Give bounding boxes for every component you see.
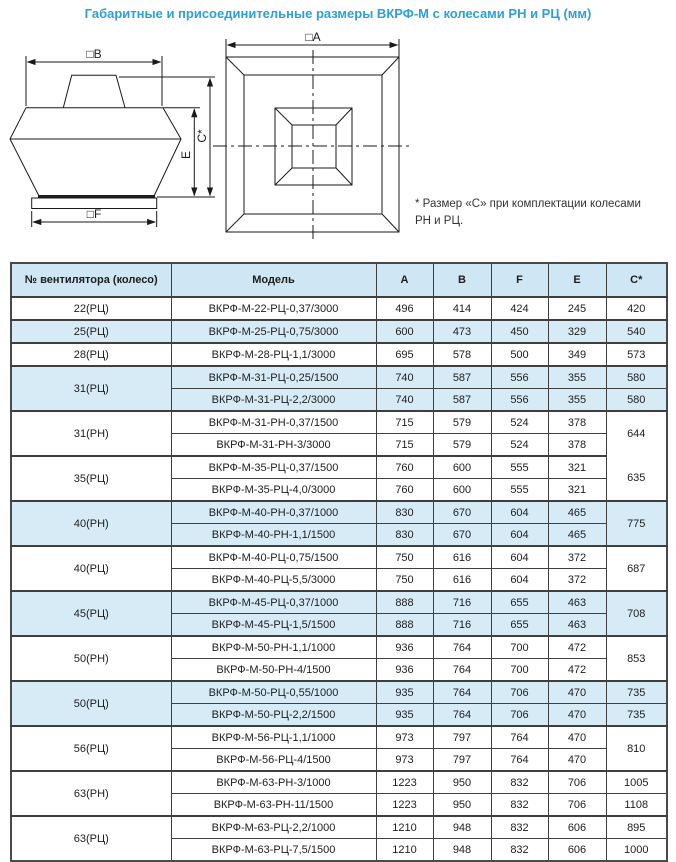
column-header-5: Е	[548, 263, 606, 297]
cell-e: 355	[548, 366, 606, 389]
table-row	[11, 366, 667, 389]
cell-wheel: 40(РЦ)	[11, 546, 171, 591]
body-right-edge	[154, 108, 181, 196]
cell-e: 606	[548, 839, 606, 862]
cell-wheel: 28(РЦ)	[11, 343, 171, 366]
cell-b: 764	[433, 659, 491, 682]
cell-model: ВКРФ-М-50-РЦ-2,2/1500	[171, 704, 376, 727]
cell-b: 600	[433, 479, 491, 502]
cell-a: 740	[376, 366, 433, 389]
cell-b: 587	[433, 389, 491, 412]
cell-e: 378	[548, 434, 606, 457]
cell-f: 500	[491, 343, 548, 366]
cell-a: 496	[376, 297, 433, 320]
middle-bevel-bl	[275, 168, 292, 185]
cell-a: 760	[376, 456, 433, 479]
cell-e: 245	[548, 297, 606, 320]
dim-label-f: □F	[86, 207, 102, 221]
column-header-3: В	[433, 263, 491, 297]
cell-f: 706	[491, 681, 548, 704]
cell-f: 832	[491, 839, 548, 862]
cell-c: 1108	[606, 794, 667, 817]
cell-c: 1005	[606, 771, 667, 794]
cell-e: 470	[548, 726, 606, 749]
cell-f: 832	[491, 771, 548, 794]
cell-model: ВКРФ-М-35-РЦ-4,0/3000	[171, 479, 376, 502]
cell-model: ВКРФ-М-45-РЦ-0,37/1000	[171, 591, 376, 614]
cell-f: 524	[491, 434, 548, 457]
cell-c: 420	[606, 297, 667, 320]
cell-c: 635	[606, 456, 667, 501]
table-row	[11, 771, 667, 794]
table-row	[11, 456, 667, 479]
cell-model: ВКРФ-М-28-РЦ-1,1/3000	[171, 343, 376, 366]
cell-e: 470	[548, 704, 606, 727]
cell-model: ВКРФ-М-25-РЦ-0,75/3000	[171, 320, 376, 343]
dim-label-b: □B	[86, 47, 102, 61]
cell-c: 687	[606, 546, 667, 591]
cell-b: 948	[433, 816, 491, 839]
dim-label-c: C*	[195, 129, 209, 143]
cell-model: ВКРФ-М-40-РЦ-5,5/3000	[171, 569, 376, 592]
cell-model: ВКРФ-М-56-РЦ-1,1/1000	[171, 726, 376, 749]
cell-model: ВКРФ-М-63-РЦ-2,2/1000	[171, 816, 376, 839]
cell-a: 760	[376, 479, 433, 502]
cell-b: 600	[433, 456, 491, 479]
outer-bevel-br	[382, 214, 399, 232]
cell-f: 604	[491, 569, 548, 592]
cell-c: 735	[606, 681, 667, 704]
cell-b: 587	[433, 366, 491, 389]
motor-cap	[63, 75, 125, 107]
cell-f: 700	[491, 636, 548, 659]
table-row	[11, 320, 667, 343]
middle-bevel-tl	[275, 108, 292, 125]
cell-c: 644	[606, 411, 667, 456]
cell-a: 935	[376, 704, 433, 727]
table-row	[11, 816, 667, 839]
cell-a: 740	[376, 389, 433, 412]
cell-c: 573	[606, 343, 667, 366]
cell-f: 832	[491, 794, 548, 817]
cell-e: 463	[548, 591, 606, 614]
cell-wheel: 50(РЦ)	[11, 681, 171, 726]
table-header	[11, 263, 667, 297]
table-row	[11, 681, 667, 704]
cell-a: 973	[376, 749, 433, 772]
cell-e: 372	[548, 546, 606, 569]
cell-a: 750	[376, 569, 433, 592]
cell-b: 764	[433, 681, 491, 704]
cell-a: 888	[376, 591, 433, 614]
body-left-edge	[10, 108, 39, 196]
cell-c: 810	[606, 726, 667, 771]
cell-a: 973	[376, 726, 433, 749]
cell-e: 706	[548, 771, 606, 794]
cell-b: 579	[433, 434, 491, 457]
cell-f: 655	[491, 591, 548, 614]
cell-a: 936	[376, 659, 433, 682]
table-row	[11, 546, 667, 569]
outer-bevel-tr	[382, 57, 399, 75]
cell-a: 888	[376, 614, 433, 637]
cell-model: ВКРФ-М-63-РЦ-7,5/1500	[171, 839, 376, 862]
column-header-2: А	[376, 263, 433, 297]
cell-e: 329	[548, 320, 606, 343]
cell-f: 604	[491, 546, 548, 569]
cell-model: ВКРФ-М-45-РЦ-1,5/1500	[171, 614, 376, 637]
cell-wheel: 35(РЦ)	[11, 456, 171, 501]
cell-a: 715	[376, 411, 433, 434]
outer-bevel-bl	[226, 214, 244, 232]
cell-model: ВКРФ-М-40-РЦ-0,75/1500	[171, 546, 376, 569]
cell-b: 716	[433, 614, 491, 637]
cell-c: 853	[606, 636, 667, 681]
cell-e: 470	[548, 749, 606, 772]
cell-e: 472	[548, 659, 606, 682]
cell-f: 604	[491, 501, 548, 524]
cell-f: 655	[491, 614, 548, 637]
footnote-line1: * Размер «С» при комплектации колесами	[415, 198, 641, 210]
cell-model: ВКРФ-М-63-РН-11/1500	[171, 794, 376, 817]
cell-a: 1223	[376, 771, 433, 794]
cell-wheel: 50(РН)	[11, 636, 171, 681]
cell-f: 555	[491, 456, 548, 479]
cell-e: 349	[548, 343, 606, 366]
dim-label-a: □A	[305, 30, 321, 44]
page-title: Габаритные и присоединительные размеры ВКРФ-М с колесами РН и РЦ (мм)	[84, 6, 592, 21]
cell-c: 580	[606, 366, 667, 389]
middle-bevel-br	[336, 168, 352, 185]
cell-f: 524	[491, 411, 548, 434]
dim-label-e: E	[179, 150, 193, 160]
cell-e: 321	[548, 456, 606, 479]
cell-e: 706	[548, 794, 606, 817]
table-row	[11, 343, 667, 366]
cell-e: 378	[548, 411, 606, 434]
cell-e: 472	[548, 636, 606, 659]
cell-e: 463	[548, 614, 606, 637]
cell-e: 372	[548, 569, 606, 592]
cell-c: 895	[606, 816, 667, 839]
table-row	[11, 636, 667, 659]
cell-model: ВКРФ-М-31-РЦ-0,25/1500	[171, 366, 376, 389]
cell-wheel: 31(РН)	[11, 411, 171, 456]
cell-model: ВКРФ-М-31-РН-3/3000	[171, 434, 376, 457]
cell-wheel: 45(РЦ)	[11, 591, 171, 636]
cell-e: 470	[548, 681, 606, 704]
cell-c: 735	[606, 704, 667, 727]
column-header-0: № вентилятора (колесо)	[11, 263, 171, 297]
cell-e: 606	[548, 816, 606, 839]
cell-model: ВКРФ-М-56-РЦ-4/1500	[171, 749, 376, 772]
cell-a: 750	[376, 546, 433, 569]
cell-e: 465	[548, 524, 606, 547]
cell-model: ВКРФ-М-50-РН-1,1/1000	[171, 636, 376, 659]
cell-c: 1000	[606, 839, 667, 862]
middle-bevel-tr	[336, 108, 352, 125]
cell-model: ВКРФ-М-40-РН-0,37/1000	[171, 501, 376, 524]
cell-f: 556	[491, 366, 548, 389]
cell-b: 948	[433, 839, 491, 862]
cell-e: 465	[548, 501, 606, 524]
cell-wheel: 56(РЦ)	[11, 726, 171, 771]
cell-f: 832	[491, 816, 548, 839]
cell-a: 936	[376, 636, 433, 659]
table-row	[11, 726, 667, 749]
cell-f: 555	[491, 479, 548, 502]
cell-wheel: 63(РЦ)	[11, 816, 171, 861]
cell-model: ВКРФ-М-63-РН-3/1000	[171, 771, 376, 794]
cell-model: ВКРФ-М-31-РЦ-2,2/3000	[171, 389, 376, 412]
cell-b: 764	[433, 704, 491, 727]
cell-e: 321	[548, 479, 606, 502]
cell-c: 540	[606, 320, 667, 343]
cell-f: 706	[491, 704, 548, 727]
cell-b: 414	[433, 297, 491, 320]
cell-a: 1210	[376, 816, 433, 839]
cell-b: 578	[433, 343, 491, 366]
cell-f: 450	[491, 320, 548, 343]
cell-a: 1210	[376, 839, 433, 862]
cell-a: 830	[376, 524, 433, 547]
outer-bevel-tl	[226, 57, 244, 75]
cell-a: 715	[376, 434, 433, 457]
cell-e: 355	[548, 389, 606, 412]
cell-b: 950	[433, 794, 491, 817]
cell-model: ВКРФ-М-50-РЦ-0,55/1000	[171, 681, 376, 704]
cell-b: 797	[433, 726, 491, 749]
table-row	[11, 411, 667, 434]
cell-f: 764	[491, 749, 548, 772]
cell-a: 695	[376, 343, 433, 366]
cell-model: ВКРФ-М-50-РН-4/1500	[171, 659, 376, 682]
column-header-1: Модель	[171, 263, 376, 297]
cell-c: 708	[606, 591, 667, 636]
cell-wheel: 31(РЦ)	[11, 366, 171, 411]
cell-wheel: 40(РН)	[11, 501, 171, 546]
table-row	[11, 297, 667, 320]
cell-c: 775	[606, 501, 667, 546]
table-body	[11, 297, 667, 861]
cell-a: 1223	[376, 794, 433, 817]
cell-b: 616	[433, 569, 491, 592]
cell-b: 950	[433, 771, 491, 794]
cell-b: 473	[433, 320, 491, 343]
cell-b: 716	[433, 591, 491, 614]
cell-b: 616	[433, 546, 491, 569]
dimensions-table	[10, 262, 668, 862]
cell-a: 600	[376, 320, 433, 343]
cell-f: 556	[491, 389, 548, 412]
cell-c: 580	[606, 389, 667, 412]
column-header-4: F	[491, 263, 548, 297]
cell-b: 670	[433, 501, 491, 524]
cell-model: ВКРФ-М-31-РН-0,37/1500	[171, 411, 376, 434]
cell-f: 764	[491, 726, 548, 749]
cell-b: 670	[433, 524, 491, 547]
cell-f: 700	[491, 659, 548, 682]
fan-top-view	[213, 30, 409, 240]
footnote-line2: РН и РЦ.	[415, 214, 464, 227]
cell-model: ВКРФ-М-22-РЦ-0,37/3000	[171, 297, 376, 320]
cell-b: 579	[433, 411, 491, 434]
cell-wheel: 63(РН)	[11, 771, 171, 816]
cell-f: 424	[491, 297, 548, 320]
footnote	[415, 196, 660, 229]
cell-a: 935	[376, 681, 433, 704]
cell-model: ВКРФ-М-40-РН-1,1/1500	[171, 524, 376, 547]
cell-model: ВКРФ-М-35-РЦ-0,37/1500	[171, 456, 376, 479]
table-row	[11, 591, 667, 614]
cell-a: 830	[376, 501, 433, 524]
cell-wheel: 22(РЦ)	[11, 297, 171, 320]
fan-side-view	[10, 47, 215, 227]
table-row	[11, 501, 667, 524]
cell-b: 797	[433, 749, 491, 772]
column-header-6: С*	[606, 263, 667, 297]
cell-b: 764	[433, 636, 491, 659]
cell-wheel: 25(РЦ)	[11, 320, 171, 343]
cell-f: 604	[491, 524, 548, 547]
